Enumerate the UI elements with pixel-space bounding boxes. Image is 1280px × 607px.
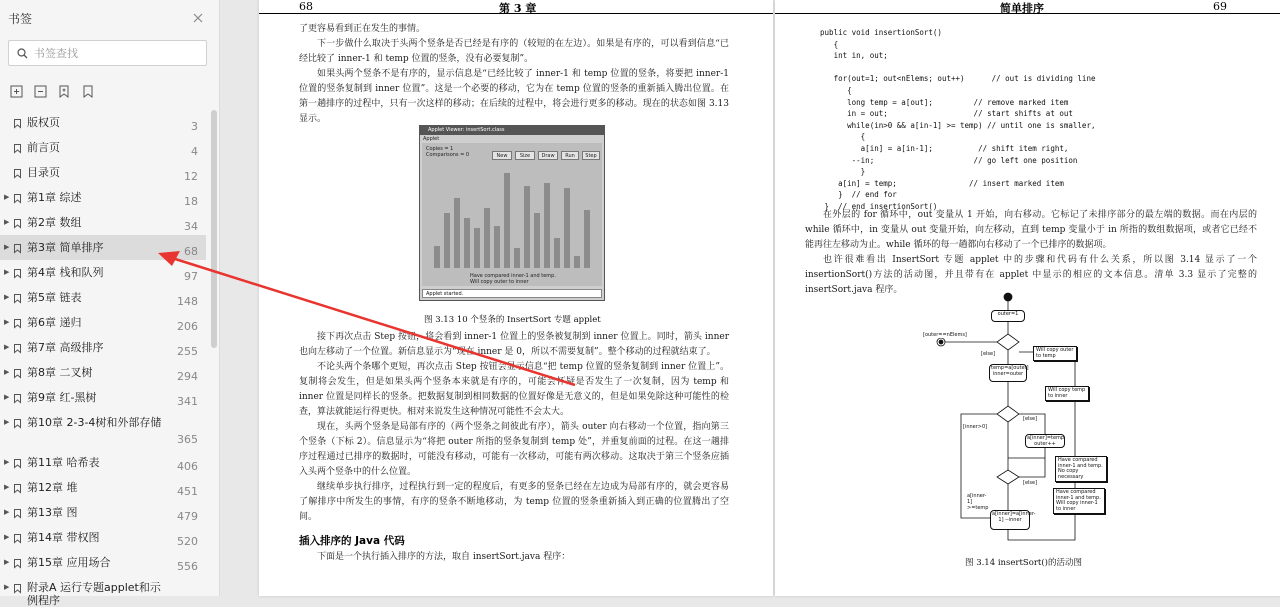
bookmark-icon bbox=[14, 168, 21, 177]
code-line: --in; // go left one position bbox=[811, 155, 1078, 165]
applet-bar bbox=[474, 228, 480, 268]
bookmark-label: 第12章 堆 bbox=[27, 481, 78, 494]
bookmark-label: 目录页 bbox=[27, 166, 60, 179]
applet-message bbox=[470, 273, 556, 285]
collapse-all-icon[interactable] bbox=[33, 84, 47, 98]
applet-comparisons: Comparisons = 0 bbox=[426, 152, 470, 158]
bookmark-panel-header bbox=[0, 0, 219, 36]
activity-node-start: outer=1 bbox=[991, 310, 1025, 322]
chapter-header: 第 3 章 bbox=[499, 2, 537, 15]
applet-message-line: Will copy outer to inner bbox=[470, 279, 529, 285]
activity-guard-exit: [outer==nElems] bbox=[923, 332, 967, 338]
applet-bar bbox=[584, 210, 590, 268]
page-69 bbox=[775, 0, 1280, 596]
bookmark-page-number: 520 bbox=[177, 535, 198, 548]
bookmark-icon bbox=[14, 343, 21, 352]
applet-bar bbox=[434, 246, 440, 268]
bookmark-label: 前言页 bbox=[27, 141, 60, 154]
paragraph: 也许很难看出 InsertSort 专题 applet 中的步骤和代码有什么关系，所以图 3.14 显示了一个 insertionSort()方法的活动图，并且带有在 applet 中显示的相应的文本信息。清单 3.3 显示了完整的 insertSort.java 程序。 bbox=[805, 255, 1257, 295]
bookmark-page-number: 365 bbox=[177, 433, 198, 446]
applet-bar bbox=[574, 256, 580, 268]
expand-arrow-icon[interactable]: ▶ bbox=[4, 583, 10, 591]
search-icon bbox=[17, 48, 28, 59]
bookmark-label: 第10章 2-3-4树和外部存储 bbox=[27, 416, 162, 429]
applet-bar bbox=[564, 188, 570, 268]
bookmark-page-number: 341 bbox=[177, 395, 198, 408]
bookmark-page-number: 3 bbox=[191, 120, 198, 133]
applet-button-run: Run bbox=[561, 151, 579, 160]
bookmark-icon bbox=[14, 268, 21, 277]
applet-copies: Copies = 1 bbox=[426, 146, 454, 152]
applet-bar bbox=[444, 213, 450, 268]
activity-guard-else: [else] bbox=[1023, 416, 1038, 422]
bookmark-page-number: 97 bbox=[184, 270, 198, 283]
bookmark-list bbox=[0, 110, 206, 607]
applet-button-draw: Draw bbox=[538, 151, 558, 160]
bookmark-page-number: 255 bbox=[177, 345, 198, 358]
page-68 bbox=[259, 0, 773, 596]
bookmark-icon bbox=[14, 393, 21, 402]
bookmark-label: 第5章 链表 bbox=[27, 291, 82, 304]
code-line: } // end for bbox=[811, 190, 897, 200]
bookmark-item[interactable] bbox=[0, 410, 206, 450]
chapter-header: 简单排序 bbox=[1000, 2, 1044, 15]
bookmark-page-number: 479 bbox=[177, 510, 198, 523]
expand-arrow-icon[interactable]: ▶ bbox=[4, 368, 10, 376]
bookmark-page-number: 556 bbox=[177, 560, 198, 573]
close-icon[interactable] bbox=[189, 9, 207, 27]
activity-node-shift: a[inner]=temp outer++ bbox=[1027, 435, 1065, 447]
bookmark-icon bbox=[14, 533, 21, 542]
bookmark-icon bbox=[14, 243, 21, 252]
paragraph: 了更容易看到正在发生的事情。 bbox=[299, 24, 426, 34]
figure-caption: 图 3.13 10 个竖条的 InsertSort 专题 applet bbox=[424, 315, 601, 325]
bookmark-page-number: 34 bbox=[184, 220, 198, 233]
body-text-top bbox=[299, 22, 729, 127]
applet-bar bbox=[494, 226, 500, 268]
bookmark-item[interactable] bbox=[0, 110, 206, 135]
expand-arrow-icon[interactable]: ▶ bbox=[4, 268, 10, 276]
code-line: int in, out; bbox=[811, 51, 888, 61]
bookmark-label: 第13章 图 bbox=[27, 506, 78, 519]
page-header bbox=[775, 0, 1280, 14]
code-line bbox=[811, 62, 1095, 74]
applet-bar bbox=[554, 238, 560, 268]
page-number: 68 bbox=[299, 0, 313, 13]
code-line: } bbox=[811, 167, 866, 177]
code-line: long temp = a[out]; // remove marked item bbox=[811, 97, 1069, 107]
bookmark-label: 第6章 递归 bbox=[27, 316, 82, 329]
applet-canvas bbox=[422, 143, 602, 286]
applet-button-new: New bbox=[492, 151, 512, 160]
bookmark-item[interactable] bbox=[0, 450, 206, 475]
bookmark-icon bbox=[14, 558, 21, 567]
bookmark-label: 第11章 哈希表 bbox=[27, 456, 100, 469]
activity-node-temp: temp=a[outer] inner=outer bbox=[989, 364, 1027, 382]
bookmark-icon bbox=[14, 218, 21, 227]
bookmark-search-input[interactable] bbox=[34, 47, 184, 60]
bookmark-item[interactable] bbox=[0, 185, 206, 210]
activity-guard-compare: a[inner-1] >=temp bbox=[967, 493, 991, 511]
paragraph: 不论头两个条哪个更短，再次点击 Step 按钮会显示信息“把 temp 位置的竖条复制到 inner 位置上”。复制将会发生，但是如果头两个竖条本来就是有序的，可能会怀疑是否发生了一次复制，因为 temp 和 inner 位置是同样长的竖条。把数据复制到相同数据的位置好像是无意义的，但是如果免除这种可能性的检查，算法就能运行得更快。相对来说发生这种情况可能性不会太大。 bbox=[299, 362, 729, 417]
expand-arrow-icon[interactable]: ▶ bbox=[4, 393, 10, 401]
bookmark-icon[interactable] bbox=[81, 84, 95, 98]
bookmark-page-number: 68 bbox=[184, 245, 198, 258]
code-line: a[in] = temp; // insert marked item bbox=[811, 178, 1064, 188]
expand-arrow-icon[interactable]: ▶ bbox=[4, 483, 10, 491]
bookmark-icon bbox=[14, 583, 21, 592]
expand-arrow-icon[interactable]: ▶ bbox=[4, 558, 10, 566]
expand-arrow-icon[interactable]: ▶ bbox=[4, 508, 10, 516]
page-header bbox=[259, 0, 773, 14]
bookmark-icon bbox=[14, 483, 21, 492]
code-line: a[in] = a[in-1]; // shift item right, bbox=[811, 143, 1069, 153]
bookmark-item[interactable] bbox=[0, 475, 206, 500]
applet-title-bar: Applet Viewer: insertSort.class bbox=[420, 126, 604, 135]
bookmark-page-number: 18 bbox=[184, 195, 198, 208]
expand-arrow-icon[interactable]: ▶ bbox=[4, 318, 10, 326]
bookmark-item[interactable] bbox=[0, 285, 206, 310]
applet-bar bbox=[514, 248, 520, 268]
activity-node-copy: a[inner]=a[inner-1] --inner bbox=[990, 510, 1030, 530]
bookmark-icon bbox=[14, 193, 21, 202]
expand-arrow-icon[interactable]: ▶ bbox=[4, 343, 10, 351]
applet-bar bbox=[534, 213, 540, 268]
activity-note-will-copy: Have compared inner-1 and temp. Will copy inner-1 to inner bbox=[1053, 488, 1105, 514]
bookmark-page-number: 148 bbox=[177, 295, 198, 308]
paragraph: 在外层的 for 循环中，out 变量从 1 开始，向右移动。它标记了未排序部分的最左端的数据。而在内层的 while 循环中，in 变量从 out 变量开始，向左移动，直到 temp 变量小于 in 所指的数组数据项，或者它已经不能再往左移动为止。while 循环的每一趟都向右移动了一个已排序的数据项。 bbox=[805, 210, 1257, 250]
bookmark-page-number: 12 bbox=[184, 170, 198, 183]
bookmark-item[interactable] bbox=[0, 235, 206, 260]
bookmark-label: 第14章 带权图 bbox=[27, 531, 100, 544]
activity-note-copy-inner: Will copy temp to inner bbox=[1045, 386, 1089, 401]
bookmark-item[interactable] bbox=[0, 500, 206, 525]
bookmark-search-box[interactable] bbox=[8, 40, 207, 66]
bookmark-label: 版权页 bbox=[27, 116, 60, 129]
bookmark-label: 第4章 栈和队列 bbox=[27, 266, 104, 279]
bookmark-label: 附录A 运行专题applet和示例程序 bbox=[27, 581, 161, 607]
code-line: public void insertionSort() bbox=[811, 28, 942, 37]
figure-caption: 图 3.14 insertSort()的活动图 bbox=[965, 558, 1082, 568]
bookmark-toolbar bbox=[0, 76, 219, 106]
expand-arrow-icon[interactable]: ▶ bbox=[4, 293, 10, 301]
bookmark-item[interactable] bbox=[0, 550, 206, 575]
bookmark-icon bbox=[14, 143, 21, 152]
bookmark-page-number: 206 bbox=[177, 320, 198, 333]
code-line: } // end insertionSort() bbox=[811, 201, 938, 211]
bookmark-icon bbox=[14, 508, 21, 517]
bookmark-panel bbox=[0, 0, 220, 607]
bookmark-label: 第3章 简单排序 bbox=[27, 241, 104, 254]
activity-guard-else: [else] bbox=[981, 351, 996, 357]
bookmark-page-number: 4 bbox=[191, 145, 198, 158]
applet-message-line: Have compared inner-1 and temp. bbox=[470, 273, 556, 279]
expand-arrow-icon[interactable]: ▶ bbox=[4, 218, 10, 226]
bookmark-label: 第8章 二叉树 bbox=[27, 366, 93, 379]
applet-button-step: Step bbox=[582, 151, 600, 160]
bookmark-icon bbox=[14, 458, 21, 467]
code-listing bbox=[811, 27, 1095, 213]
code-line: for(out=1; out<nElems; out++) // out is dividing line bbox=[811, 74, 1096, 84]
expand-all-icon[interactable] bbox=[9, 84, 23, 98]
bookmark-panel-title: 书签 bbox=[8, 11, 33, 26]
code-line: in = out; // start shifts at out bbox=[811, 109, 1073, 119]
code-line: { bbox=[811, 132, 866, 142]
applet-screenshot-figure bbox=[419, 125, 605, 301]
expand-arrow-icon[interactable]: ▶ bbox=[4, 458, 10, 466]
activity-note-no-copy: Have compared inner-1 and temp. No copy necessary bbox=[1055, 456, 1107, 482]
bookmark-item[interactable] bbox=[0, 210, 206, 235]
paragraph: 下面是一个执行插入排序的方法，取自 insertSort.java 程序： bbox=[317, 552, 571, 562]
bookmark-label: 第7章 高级排序 bbox=[27, 341, 104, 354]
bookmark-item[interactable] bbox=[0, 385, 206, 410]
paragraph: 下一步做什么取决于头两个竖条是否已经是有序的（较短的在左边）。如果是有序的，可以看到信息“已经比较了 inner-1 和 temp 位置的竖条，没有必要复制”。 bbox=[299, 39, 729, 64]
body-text bbox=[805, 208, 1257, 298]
expand-arrow-icon[interactable]: ▶ bbox=[4, 418, 10, 426]
bookmark-label: 第15章 应用场合 bbox=[27, 556, 111, 569]
bookmark-scrollbar[interactable] bbox=[211, 110, 217, 348]
expand-arrow-icon[interactable]: ▶ bbox=[4, 243, 10, 251]
bookmark-item[interactable] bbox=[0, 135, 206, 160]
code-line: while(in>0 && a[in-1] >= temp) // until one is smaller, bbox=[811, 120, 1096, 130]
bookmark-label: 第1章 综述 bbox=[27, 191, 82, 204]
activity-diagram bbox=[905, 290, 1175, 550]
bookmark-item[interactable] bbox=[0, 360, 206, 385]
bookmark-page-number: 451 bbox=[177, 485, 198, 498]
applet-status-bar: Applet started. bbox=[422, 289, 602, 298]
document-view[interactable] bbox=[221, 0, 1280, 596]
bookmark-item[interactable] bbox=[0, 575, 206, 607]
expand-arrow-icon[interactable]: ▶ bbox=[4, 193, 10, 201]
paragraph: 接下再次点击 Step 按钮，将会看到 inner-1 位置上的竖条被复制到 inner 位置上。同时，箭头 inner 也向左移动了一个位置。新信息显示为“现在 inner 是 0，所以不需要复制”。整个移动的过程就结束了。 bbox=[299, 332, 729, 357]
bookmark-icon bbox=[14, 118, 21, 127]
applet-bar bbox=[484, 208, 490, 268]
bookmark-icon bbox=[14, 368, 21, 377]
bookmark-label: 第9章 红-黑树 bbox=[27, 391, 97, 404]
body-text-bottom bbox=[299, 330, 729, 525]
paragraph: 现在，头两个竖条是局部有序的（两个竖条之间彼此有序），箭头 outer 向右移动一个位置，指向第三个竖条（下标 2）。信息显示为“将把 outer 所指的竖条复制到 temp 处”，并重复前面的过程。在这一趟排序过程通过已排序的数据时，可能没有移动，可能有一次移动，可能有两次移动。这取决于第三个竖条应插入头两个竖条中的什么位置。 bbox=[299, 422, 729, 477]
applet-bar bbox=[464, 218, 470, 268]
applet-bar bbox=[544, 183, 550, 268]
expand-arrow-icon[interactable]: ▶ bbox=[4, 533, 10, 541]
activity-guard-else: [else] bbox=[1023, 480, 1038, 486]
bookmark-icon bbox=[14, 418, 21, 427]
bookmark-item[interactable] bbox=[0, 160, 206, 185]
section-title: 插入排序的 Java 代码 bbox=[299, 535, 405, 547]
applet-bar bbox=[504, 173, 510, 268]
bookmark-item[interactable] bbox=[0, 335, 206, 360]
page-number: 69 bbox=[1213, 0, 1227, 13]
code-line: { bbox=[811, 85, 852, 95]
applet-bar bbox=[454, 198, 460, 268]
bookmark-item[interactable] bbox=[0, 310, 206, 335]
add-bookmark-icon[interactable] bbox=[57, 84, 71, 98]
paragraph: 如果头两个竖条不是有序的，显示信息是“已经比较了 inner-1 和 temp 位置的竖条，将要把 inner-1 位置的竖条复制到 inner 位置”。这是一个必要的移动，它为在 temp 位置的竖条的重新插入腾出位置。在第一趟排序的过程中，只有一次这样的移动；在后续的过程中，将会进行更多的移动。现在的状态如图 3.13 显示。 bbox=[299, 69, 729, 124]
applet-bar bbox=[524, 186, 530, 268]
bookmark-label: 第2章 数组 bbox=[27, 216, 82, 229]
bookmark-item[interactable] bbox=[0, 260, 206, 285]
activity-guard-inner: [inner>0] bbox=[963, 424, 988, 430]
applet-button-size: Size bbox=[515, 151, 535, 160]
bookmark-page-number: 294 bbox=[177, 370, 198, 383]
code-line: { bbox=[811, 39, 839, 49]
bookmark-icon bbox=[14, 293, 21, 302]
bookmark-page-number: 406 bbox=[177, 460, 198, 473]
bookmark-icon bbox=[14, 318, 21, 327]
applet-menu: Applet bbox=[423, 136, 440, 142]
paragraph: 继续单步执行排序，过程执行到一定的程度后，有更多的竖条已经在左边成为局部有序的，就会更容易了解排序中所发生的事情，有序的竖条不断地移动，为 temp 位置的竖条重新插入到正确的位置腾出了空间。 bbox=[299, 482, 729, 522]
bookmark-item[interactable] bbox=[0, 525, 206, 550]
activity-note-copy-outer: Will copy outer to temp bbox=[1033, 346, 1077, 361]
activity-diagram-lines bbox=[905, 290, 1175, 550]
